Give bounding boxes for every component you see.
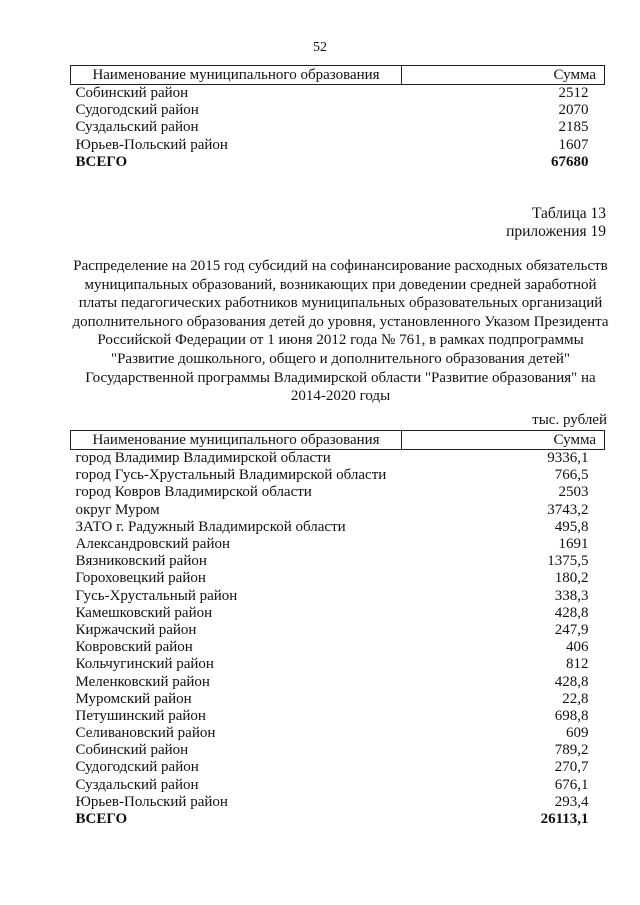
municipality-name: Гусь-Хрустальный район <box>75 587 238 604</box>
municipality-name: Гороховецкий район <box>75 570 206 587</box>
table-row <box>71 673 605 690</box>
municipality-name: Собинский район <box>75 85 189 102</box>
amount-value: 2070 <box>558 102 589 119</box>
municipality-name: округ Муром <box>75 501 160 518</box>
municipality-name: ЗАТО г. Радужный Владимирской области <box>75 518 346 535</box>
total-label: ВСЕГО <box>75 811 128 828</box>
table-row <box>71 639 605 656</box>
municipality-name: Киржачский район <box>75 621 197 638</box>
amount-value: 2512 <box>558 85 589 102</box>
table-header-row <box>71 431 605 450</box>
municipality-name: Селивановский район <box>75 725 216 742</box>
table-row <box>71 605 605 622</box>
municipality-name: Муромский район <box>75 690 192 707</box>
column-header-name: Наименование муниципального образования <box>71 431 402 450</box>
amount-value: 766,5 <box>554 467 589 484</box>
table-caption <box>506 205 606 241</box>
amount-value: 406 <box>566 639 589 656</box>
municipality-name: Суздальский район <box>75 776 199 793</box>
amount-value: 180,2 <box>554 570 589 587</box>
amount-value: 338,3 <box>554 587 589 604</box>
table-row <box>71 519 605 536</box>
municipality-name: Александровский район <box>75 536 231 553</box>
amount-value: 2185 <box>558 119 589 136</box>
table-row <box>71 553 605 570</box>
amount-value: 789,2 <box>554 742 589 759</box>
total-value: 67680 <box>551 153 589 170</box>
municipality-name: город Владимир Владимирской области <box>75 450 331 467</box>
municipality-name: Камешковский район <box>75 604 213 621</box>
municipality-name: Судогодский район <box>75 102 199 119</box>
table-row <box>71 484 605 501</box>
table-row <box>71 536 605 553</box>
table-row <box>71 759 605 776</box>
amount-value: 812 <box>566 656 589 673</box>
amount-value: 428,8 <box>554 673 589 690</box>
table-row <box>71 725 605 742</box>
amount-value: 3743,2 <box>547 501 589 518</box>
table-row <box>71 85 605 103</box>
column-header-sum: Сумма <box>402 431 605 450</box>
amount-value: 1375,5 <box>547 553 589 570</box>
table-body <box>71 450 605 829</box>
municipality-name: Кольчугинский район <box>75 656 214 673</box>
total-row <box>71 154 605 171</box>
municipality-name: Суздальский район <box>75 119 199 136</box>
municipality-name: город Гусь-Хрустальный Владимирской области <box>75 467 387 484</box>
total-row <box>71 811 605 828</box>
amount-value: 698,8 <box>554 707 589 724</box>
table-row <box>71 119 605 136</box>
table-row <box>71 467 605 484</box>
table-row <box>71 742 605 759</box>
table-header-row <box>71 66 605 85</box>
amount-value: 22,8 <box>562 690 589 707</box>
amount-value: 9336,1 <box>547 450 589 467</box>
table-row <box>71 691 605 708</box>
table-row <box>71 588 605 605</box>
amount-value: 495,8 <box>554 518 589 535</box>
caption-table-number: Таблица 13 <box>531 205 606 222</box>
table-row <box>71 777 605 794</box>
table-title: Распределение на 2015 год субсидий на софинансирование расходных обязательств муниципальных образований, возникающих при доведении средней заработной платы педагогических работников муниципальных образовательных организаций дополнительного образования детей до уровня, установленного Указом Президента Российской Федерации от 1 июня 2012 года № 761, в рамках подпрограммы "Развитие дошкольного, общего и дополнительного образования детей" Государственной программы Владимирской области "Развитие образования" на 2014-2020 годы <box>72 258 609 405</box>
amount-value: 270,7 <box>554 759 589 776</box>
table-row <box>71 137 605 154</box>
total-label: ВСЕГО <box>75 153 128 170</box>
amount-value: 1691 <box>558 536 589 553</box>
amount-value: 2503 <box>558 484 589 501</box>
page-number: 52 <box>313 40 327 55</box>
table-row <box>71 102 605 119</box>
column-header-name: Наименование муниципального образования <box>71 66 402 85</box>
column-header-sum: Сумма <box>402 66 605 85</box>
municipality-name: Вязниковский район <box>75 553 207 570</box>
amount-value: 1607 <box>558 136 589 153</box>
units-label: тыс. рублей <box>532 412 607 428</box>
table-row <box>71 450 605 468</box>
municipality-name: Собинский район <box>75 742 189 759</box>
municipality-name: город Ковров Владимирской области <box>75 484 312 501</box>
municipality-name: Юрьев-Польский район <box>75 136 228 153</box>
total-value: 26113,1 <box>540 811 589 828</box>
amount-value: 293,4 <box>554 793 589 810</box>
municipality-name: Судогодский район <box>75 759 199 776</box>
table-row <box>71 794 605 811</box>
amount-value: 428,8 <box>554 604 589 621</box>
allocation-table-1 <box>70 65 605 171</box>
municipality-name: Меленковский район <box>75 673 210 690</box>
allocation-table-2 <box>70 430 605 828</box>
table-row <box>71 622 605 639</box>
municipality-name: Юрьев-Польский район <box>75 793 228 810</box>
table-row <box>71 708 605 725</box>
table-row <box>71 502 605 519</box>
caption-appendix: приложения 19 <box>506 223 606 240</box>
table-row <box>71 570 605 587</box>
table-body <box>71 85 605 171</box>
municipality-name: Петушинский район <box>75 707 206 724</box>
municipality-name: Ковровский район <box>75 639 193 656</box>
amount-value: 609 <box>566 725 589 742</box>
table-row <box>71 656 605 673</box>
amount-value: 247,9 <box>554 621 589 638</box>
amount-value: 676,1 <box>554 776 589 793</box>
